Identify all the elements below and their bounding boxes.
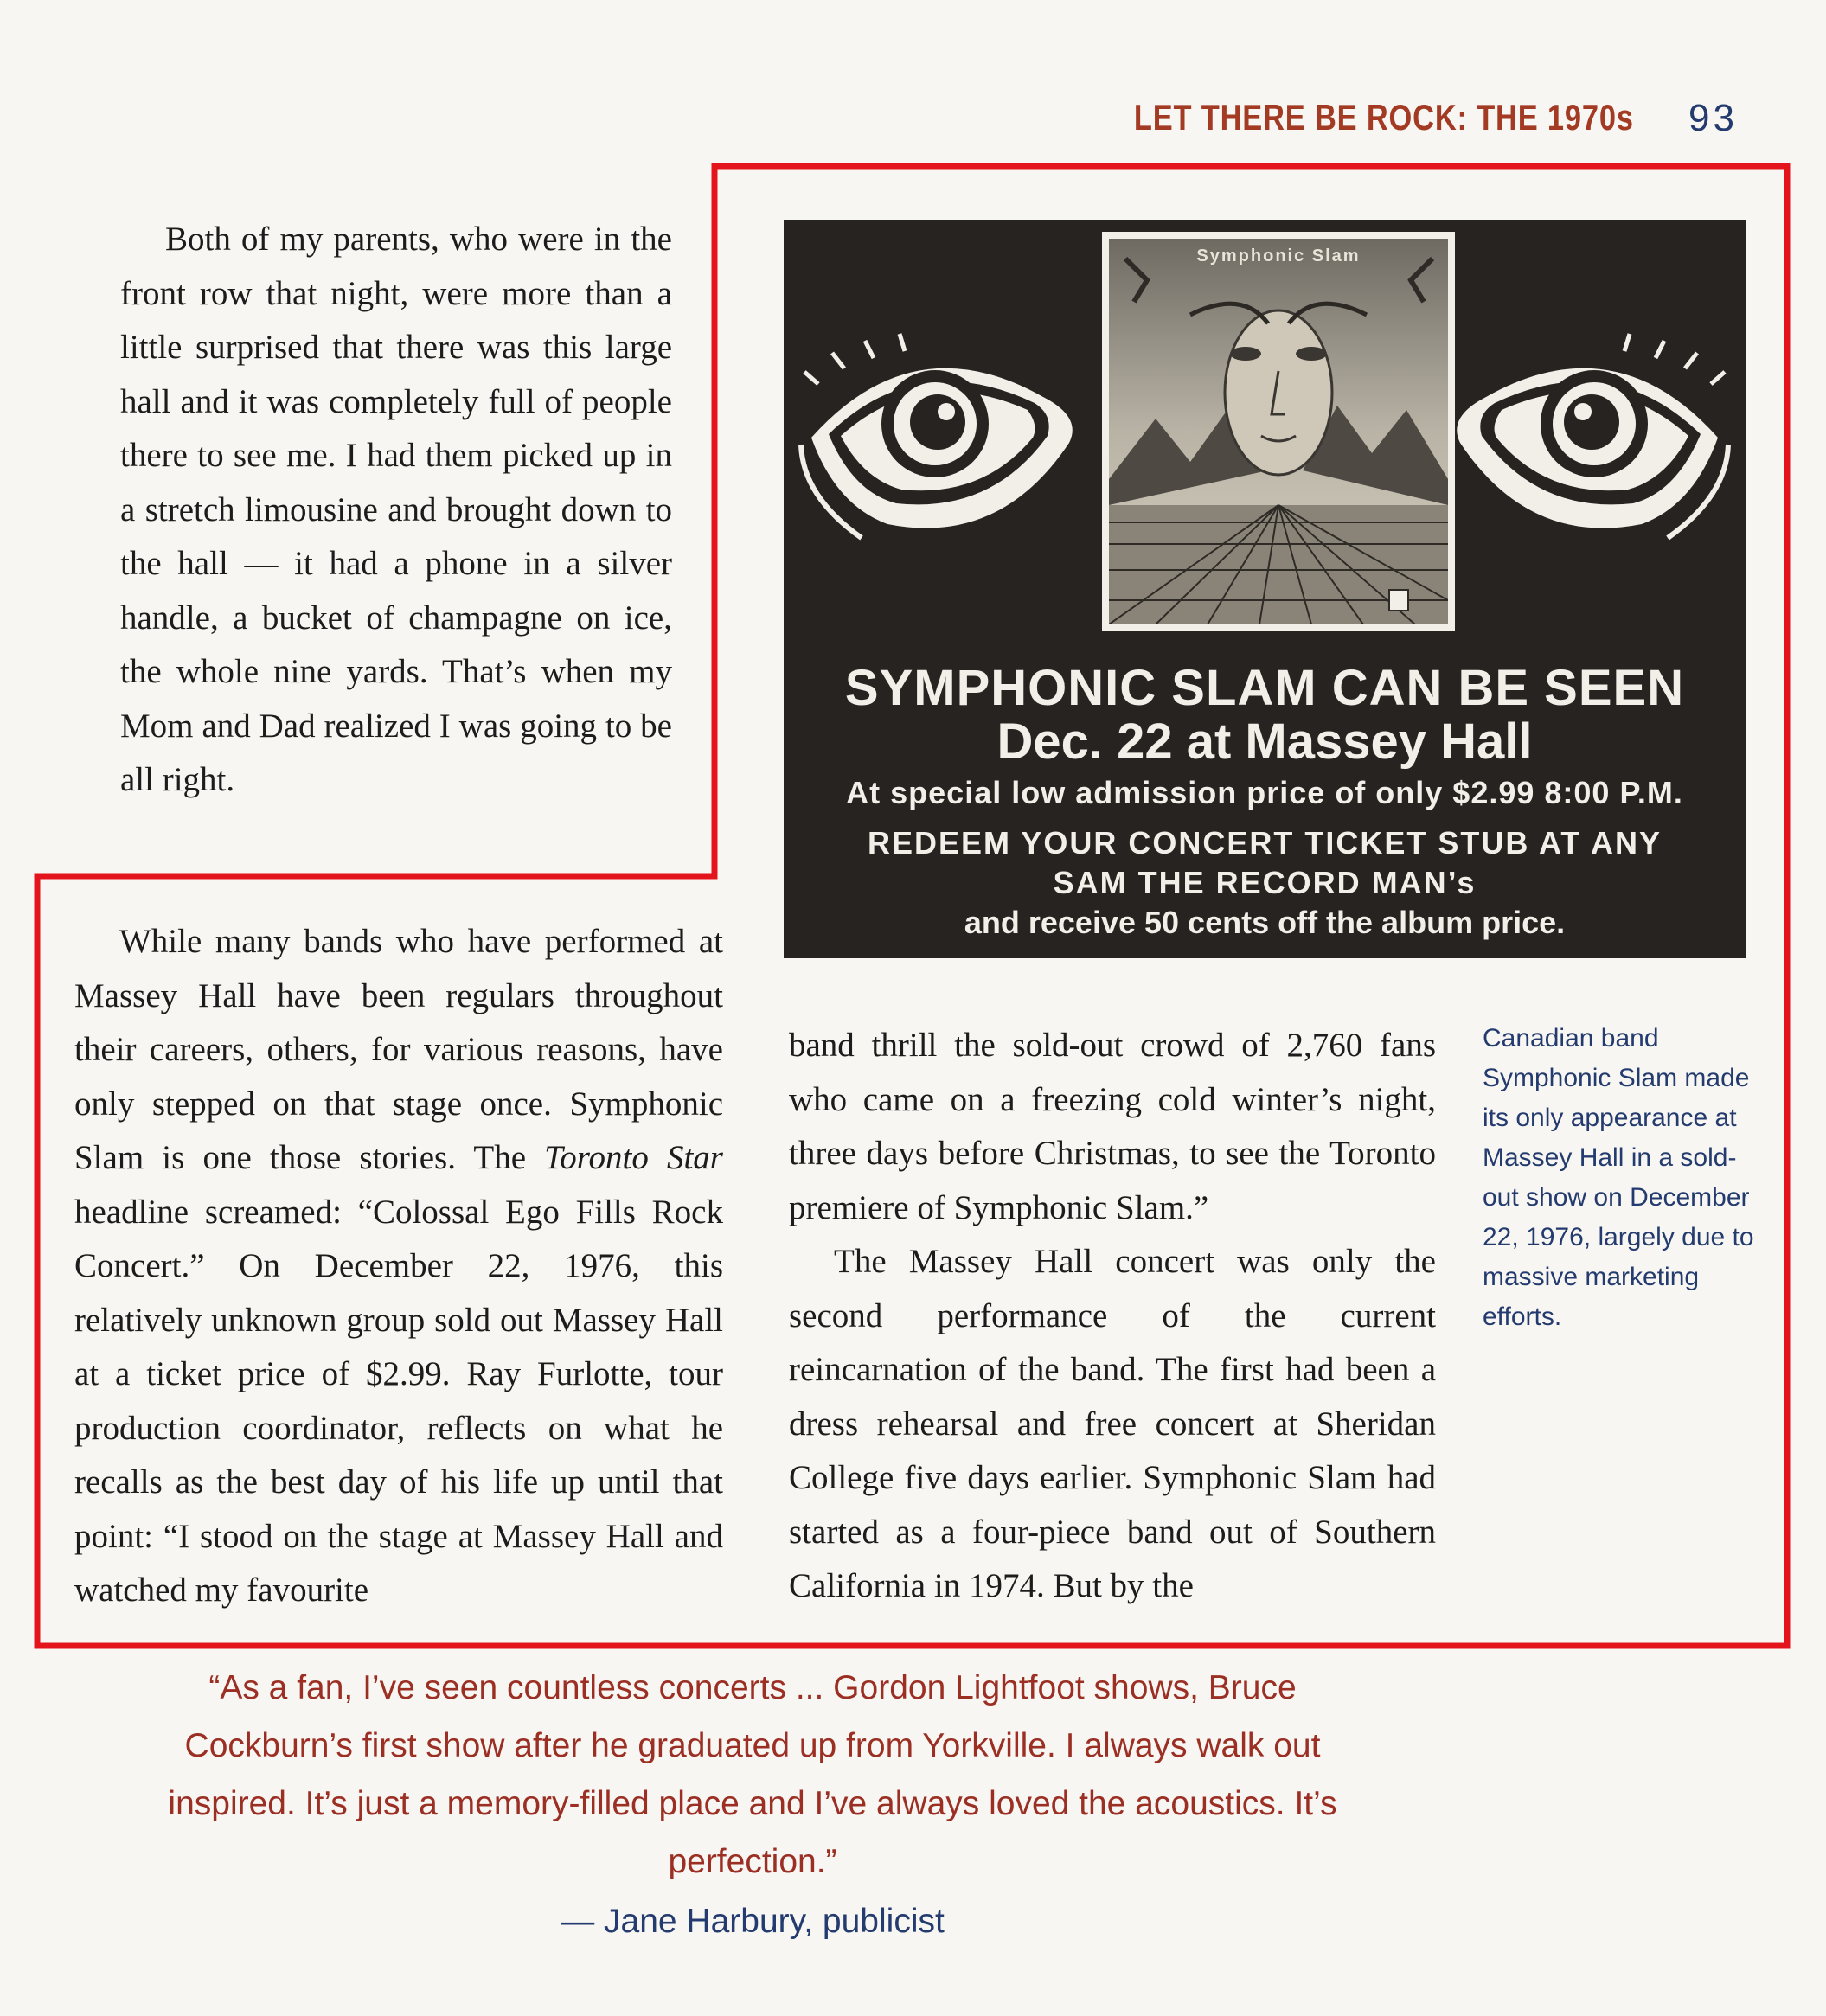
body-paragraph: The Massey Hall concert was only the second performance of the current reincarnation of the band. The first had been a dress rehearsal and free concert at Sheridan College five days earlier. Symphonic Slam had started as a four-piece band out of Southern California in 1974. But by the [789, 1243, 1436, 1604]
page-number: 93 [1688, 97, 1738, 139]
body-column-left [74, 915, 723, 1618]
ad-price-line: At special low admission price of only $2.99 8:00 P.M. [846, 775, 1683, 810]
concert-advertisement [784, 220, 1746, 958]
pull-quote: “As a fan, I’ve seen countless concerts ... Gordon Lightfoot shows, Bruce Cockburn’s first show after he graduated up from Yorkville. I always walk out inspired. It’s just a memory-filled place and I’ve always loved the acoustics. It’s perfection.” [168, 1669, 1337, 1880]
left-eye-icon [801, 334, 1073, 538]
body-paragraph: Both of my parents, who were in the front row that night, were more than a little surprised that there was this large hall and it was completely full of people there to see me. I had them picked up in a stretch limousine and brought down to the hall — it had a phone in a silver handle, a bucket of champagne on ice, the whole nine yards. That’s when my Mom and Dad realized I was going to be all right. [120, 221, 672, 798]
body-column-top [120, 213, 672, 808]
right-eye-icon [1457, 334, 1728, 538]
newspaper-name: Toronto Star [544, 1139, 723, 1176]
body-paragraph-continuation: band thrill the sold-out crowd of 2,760 fans who came on a freezing cold winter’s night, three days before Christmas, to see the Toronto premiere of Symphonic Slam.” [789, 1027, 1436, 1226]
body-paragraph [74, 915, 723, 1618]
body-text: headline screamed: “Colossal Ego Fills Rock Concert.” On December 22, 1976, this relatively unknown group sold out Massey Hall at a ticket price of $2.99. Ray Furlotte, tour production coordinator, reflects on what he recalls as the best day of his life up until that point: “I stood on the stage at Massey Hall and watched my favourite [74, 1193, 723, 1609]
body-column-middle [789, 1019, 1436, 1614]
ad-redeem-line: REDEEM YOUR CONCERT TICKET STUB AT ANY [867, 825, 1663, 861]
running-header-title: LET THERE BE ROCK: THE 1970s [1134, 97, 1634, 138]
ad-redeem-line: SAM THE RECORD MAN’s [1053, 865, 1477, 900]
album-title: Symphonic Slam [1196, 246, 1361, 266]
album-cover [1102, 232, 1455, 631]
ad-headline: SYMPHONIC SLAM CAN BE SEEN [844, 660, 1685, 716]
ad-redeem-line: and receive 50 cents off the album price. [964, 905, 1566, 940]
photo-caption: Canadian band Symphonic Slam made its only appearance at Massey Hall in a sold-out show on December 22, 1976, largely due to massive marketing efforts. [1483, 1024, 1754, 1331]
quote-attribution: — Jane Harbury, publicist [561, 1903, 945, 1940]
body-text: While many bands who have performed at Massey Hall have been regulars throughout their careers, others, for various reasons, have only stepped on that stage once. Symphonic Slam is one those stories. The [74, 923, 723, 1176]
ad-date-line: Dec. 22 at Massey Hall [996, 714, 1533, 770]
